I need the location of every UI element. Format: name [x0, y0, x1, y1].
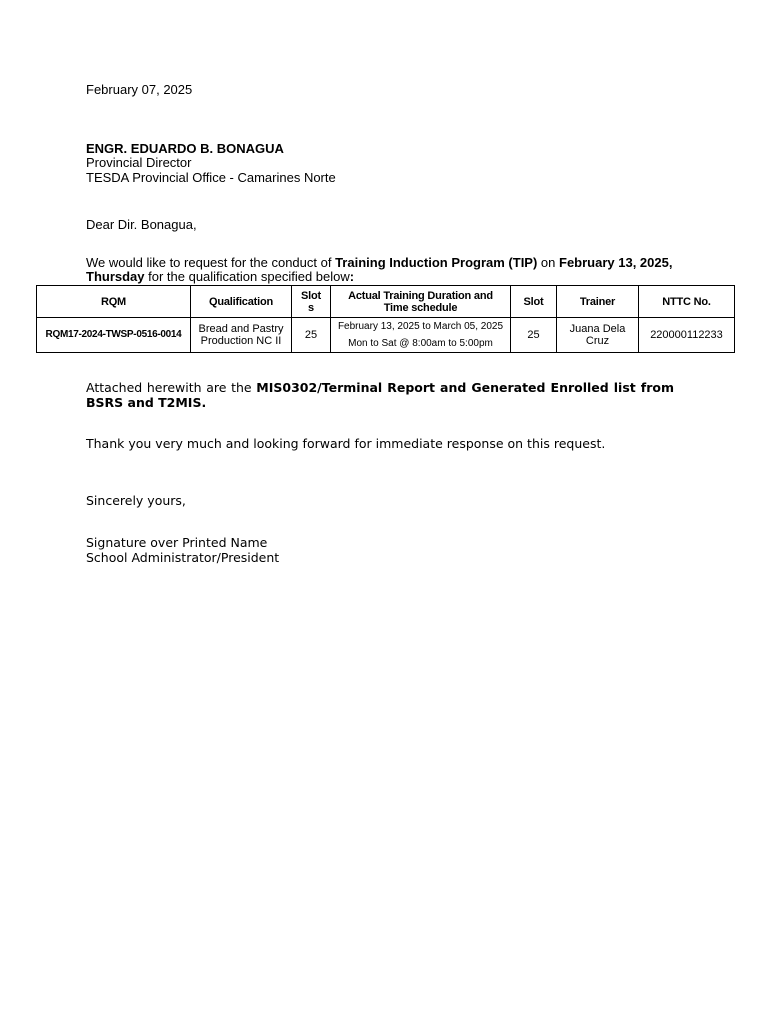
cell-duration-dates: February 13, 2025 to March 05, 2025 — [337, 321, 504, 332]
attached-paragraph — [86, 380, 674, 410]
cell-trainer-line-2: Cruz — [585, 335, 610, 347]
request-text-2: on — [537, 255, 559, 270]
cell-nttc: 220000112233 — [639, 318, 735, 353]
request-text-1: We would like to request for the conduct of — [86, 255, 336, 270]
recipient-name: ENGR. EDUARDO B. BONAGUA — [86, 141, 284, 156]
header-slots-line-2: s — [308, 301, 314, 314]
header-duration-line-2: Time schedule — [383, 301, 458, 314]
recipient-position: Provincial Director — [86, 155, 192, 170]
header-rqm: RQM — [37, 286, 191, 318]
cell-duration-time: Mon to Sat @ 8:00am to 5:00pm — [348, 338, 493, 349]
table-row — [37, 318, 735, 353]
header-slots — [292, 286, 331, 318]
cell-qualification-line-1: Bread and Pastry — [198, 323, 284, 335]
header-slots-line-1: Slot — [301, 289, 321, 302]
attached-text: Attached herewith are the — [86, 380, 257, 395]
cell-duration — [331, 318, 511, 353]
cell-qualification-line-2: Production NC II — [200, 335, 282, 347]
program-name: Training Induction Program (TIP) — [335, 255, 538, 270]
cell-slot: 25 — [511, 318, 557, 353]
header-slot: Slot — [511, 286, 557, 318]
header-duration-line-1: Actual Training Duration and — [348, 289, 493, 302]
cell-trainer-line-1: Juana Dela — [569, 323, 626, 335]
recipient-office: TESDA Provincial Office - Camarines Norte — [86, 170, 336, 185]
header-trainer: Trainer — [557, 286, 639, 318]
header-duration — [331, 286, 511, 318]
program-date: February 13, 2025, Thursday — [86, 255, 673, 284]
header-qualification: Qualification — [191, 286, 292, 318]
cell-trainer — [557, 318, 639, 353]
thanks-paragraph: Thank you very much and looking forward for immediate response on this request. — [86, 436, 606, 451]
cell-rqm: RQM17-2024-TWSP-0516-0014 — [37, 318, 191, 353]
cell-slots: 25 — [292, 318, 331, 353]
letter-date: February 07, 2025 — [86, 82, 193, 97]
table-header-row — [37, 286, 735, 318]
request-paragraph — [86, 256, 686, 284]
signature-line: Signature over Printed Name — [86, 535, 268, 550]
salutation: Dear Dir. Bonagua, — [86, 217, 197, 232]
qualification-table — [36, 285, 735, 353]
closing: Sincerely yours, — [86, 493, 186, 508]
signatory-title: School Administrator/President — [86, 550, 280, 565]
request-text-3: for the qualification specified below — [144, 269, 350, 284]
attached-documents: MIS0302/Terminal Report and Generated Enrolled list from BSRS and T2MIS. — [86, 380, 674, 410]
cell-qualification — [191, 318, 292, 353]
request-colon: : — [349, 269, 355, 284]
header-nttc: NTTC No. — [639, 286, 735, 318]
